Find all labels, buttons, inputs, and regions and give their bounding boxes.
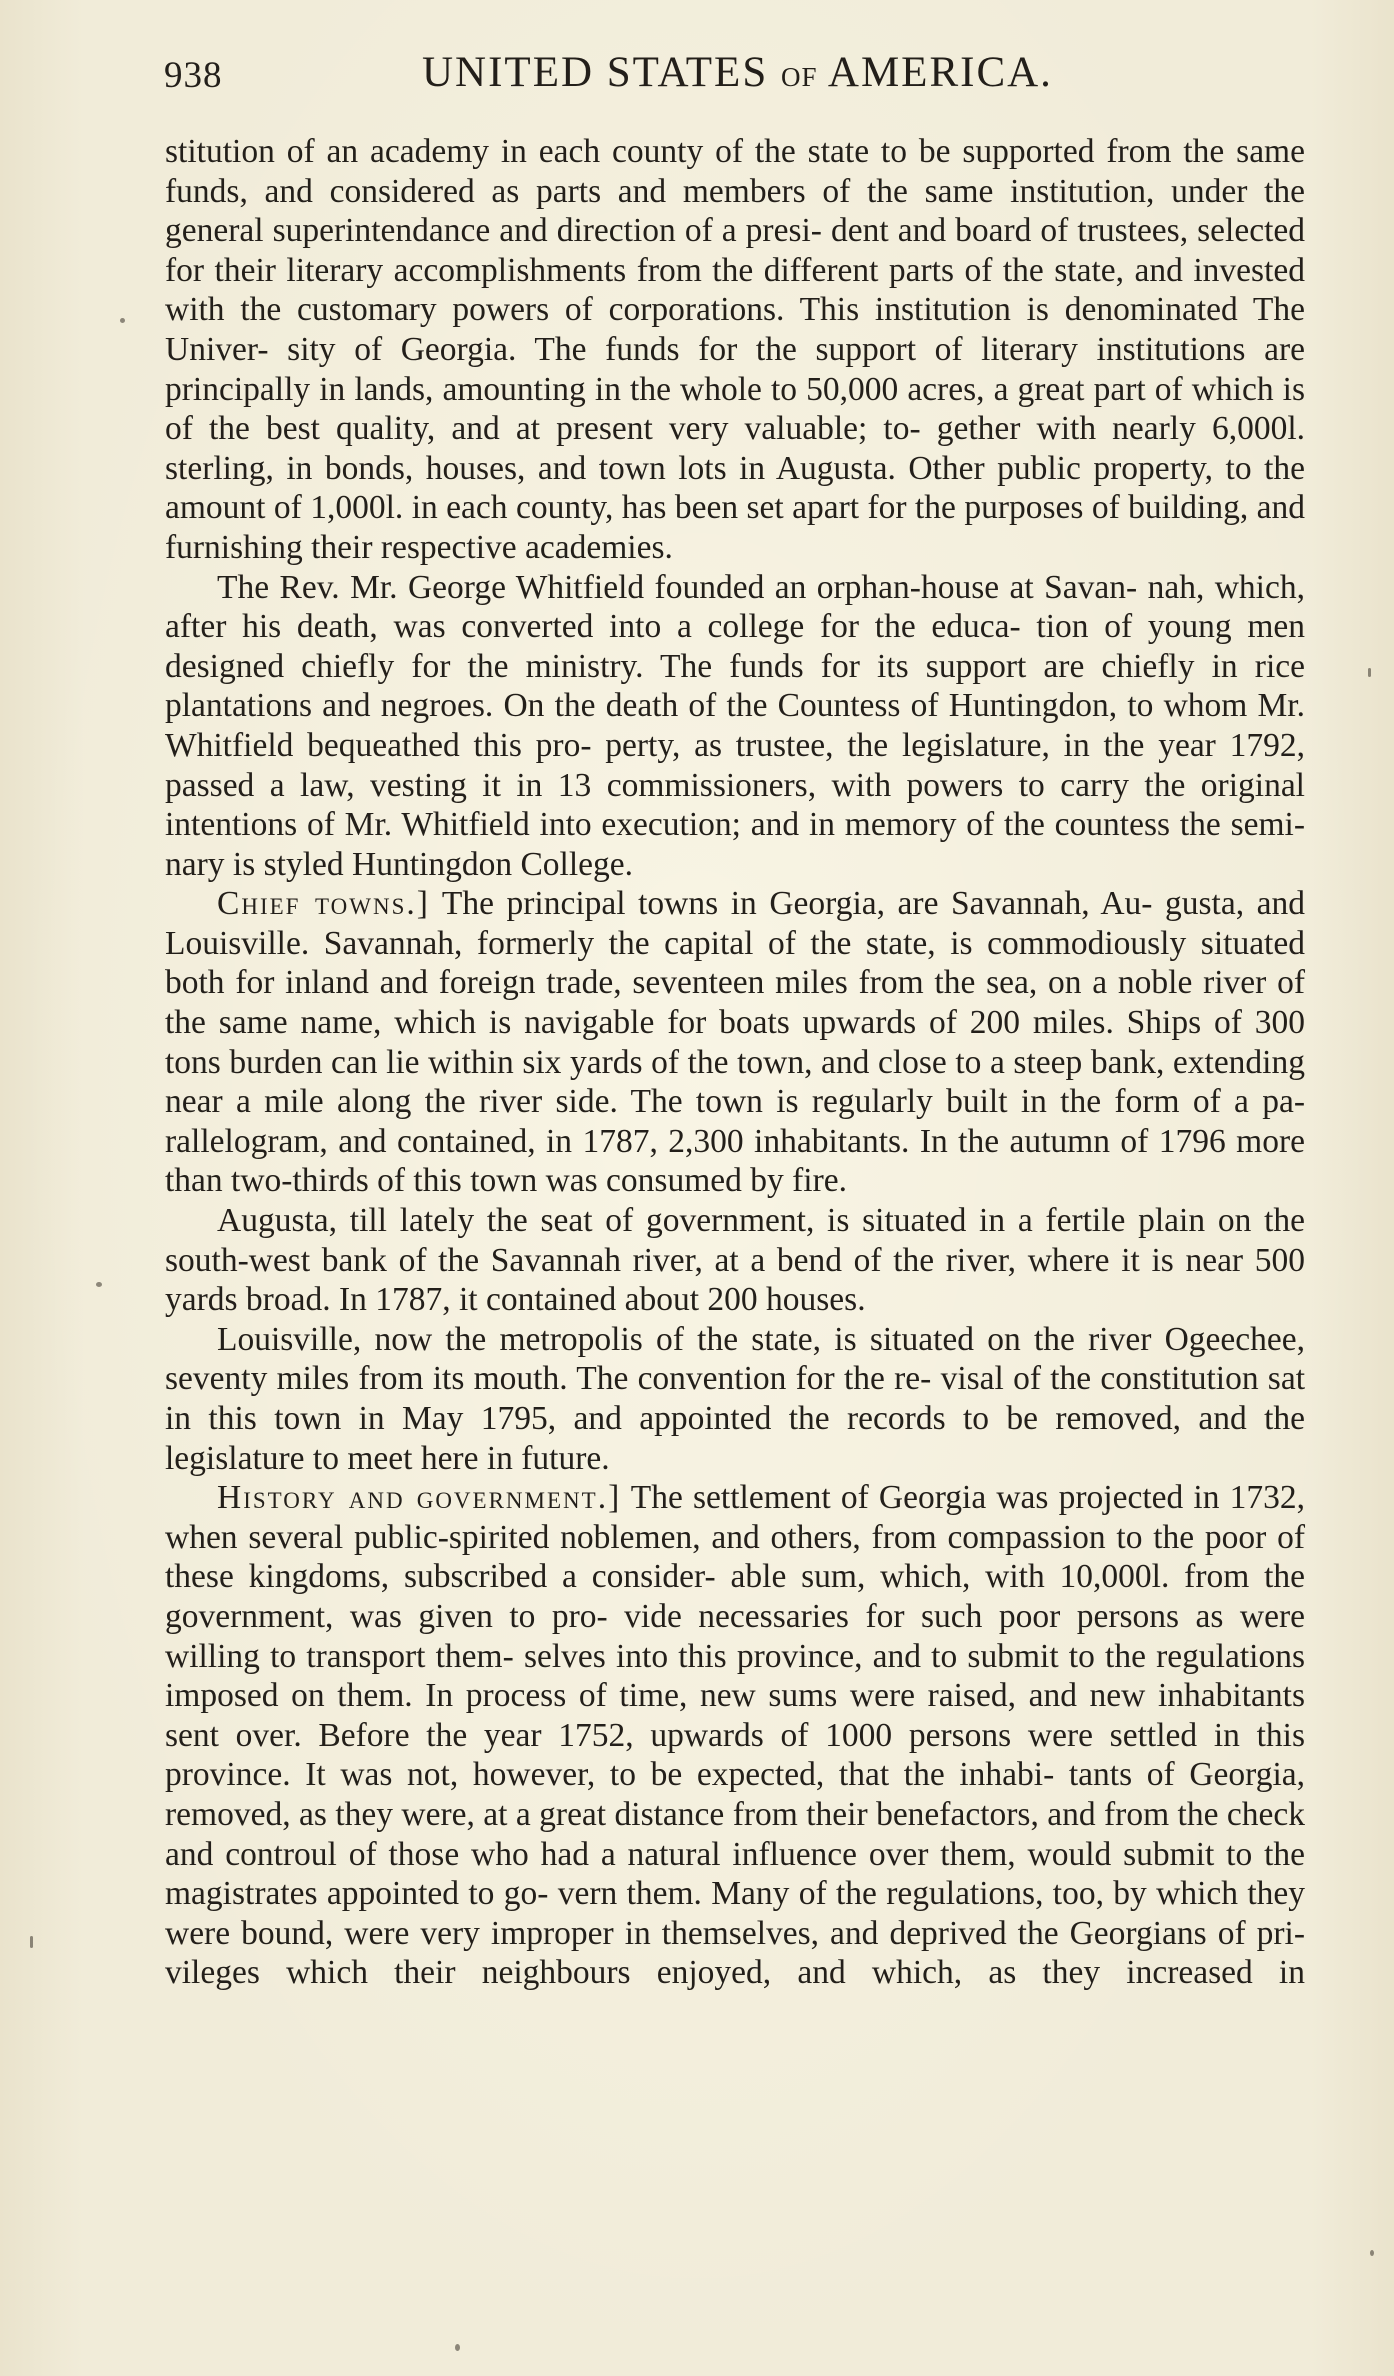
text-line: where it is near 500 yards broad. In 1787, it contained about 200	[165, 1241, 1305, 1319]
text-line: rallelogram, and contained, in 1787, 2,300 inhabitants. In the autumn	[165, 1122, 1110, 1160]
running-title	[422, 48, 1053, 97]
text-line: nah, which, after his death, was converted into a college for the educa-	[165, 568, 1305, 646]
print-speck	[1368, 668, 1371, 677]
text-line: influence over them, would submit to the magistrates appointed to go-	[165, 1835, 1306, 1913]
text-line: Augusta. Other public property, to the amount of 1,000l. in each	[165, 449, 1305, 527]
text-line: part of which is of the best quality, and at present very valuable; to-	[165, 370, 1306, 448]
body-text	[165, 132, 1305, 1993]
text-line: county, has been set apart for the purposes of building, and furnishing	[165, 489, 1305, 566]
text-line: it in 13 commissioners, with powers to carry the original intentions of	[165, 766, 1305, 844]
text-line: Louisville, now the metropolis of the state, is situated on the river	[217, 1320, 1152, 1358]
text-line: able sum, which, with 10,000l. from the government, was given to pro-	[165, 1558, 1306, 1635]
text-line: from the same funds, and considered as parts and members of the same	[165, 133, 1305, 210]
text-line: dent and board of trustees, selected for their literary accomplishments	[165, 212, 1306, 289]
paragraph-augusta	[165, 1201, 1305, 1320]
paragraph-huntingdon-college	[165, 568, 1305, 885]
page-header	[160, 48, 1310, 108]
running-title-left: UNITED STATES	[422, 49, 769, 96]
text-line: sity of Georgia. The funds for the support of literary institutions are	[287, 330, 1305, 368]
paragraph-louisville	[165, 1320, 1305, 1478]
text-line: nary is styled Huntingdon College.	[165, 845, 634, 883]
paragraph-chief-towns	[165, 884, 1305, 1201]
print-speck	[455, 2344, 460, 2351]
text-line: vide necessaries for such poor persons as were willing to transport them-	[165, 1597, 1306, 1675]
text-line: houses.	[766, 1281, 866, 1319]
text-line: support are chiefly in rice plantations and negroes. On the death of the	[165, 647, 1305, 725]
text-line: Augusta, till lately the seat of government, is situated in a fertile plain	[217, 1202, 1206, 1240]
text-line: on the south-west bank of the Savannah river, at a bend of the river,	[165, 1202, 1305, 1279]
text-line: gether with nearly 6,000l. sterling, in bonds, houses, and town lots in	[165, 410, 1305, 487]
text-line: from the different parts of the state, and invested with the customary	[165, 251, 1306, 329]
text-line: Mr. Whitfield into execution; and in memory of the countess the semi-	[344, 806, 1306, 844]
text-line: tants of Georgia, removed, as they were, at a great distance from their	[165, 1756, 1305, 1833]
text-line: The settlement of Georgia was	[621, 1479, 1049, 1517]
page-number: 938	[164, 55, 223, 96]
paragraph-history-and-government	[165, 1478, 1305, 1993]
text-line: from the sea, on a noble river of the same name, which is navigable for	[165, 964, 1305, 1042]
text-line: of 1796 more than two-thirds of this town was consumed by fire.	[165, 1122, 1305, 1200]
text-line: commodiously situated both for inland and foreign trade, seventeen miles	[165, 924, 1305, 1002]
text-line: powers of corporations. This institution is denominated The Univer-	[165, 291, 1306, 368]
text-line: were very improper in themselves, and deprived the Georgians of pri-	[344, 1914, 1305, 1952]
text-line: principally in lands, amounting in the whole to 50,000 acres, a great	[165, 370, 1085, 408]
text-line: The principal towns in Georgia, are Savannah, Au-	[429, 885, 1153, 923]
text-line: sent over. Before the year 1752, upwards of 1000 persons were settled	[165, 1716, 1198, 1754]
text-line: perty, as trustee, the legislature, in the year 1792, passed a law, vesting	[165, 726, 1306, 804]
text-line: projected in 1732, when several public-spirited noblemen, and others,	[165, 1479, 1305, 1556]
section-heading-history-and-government: History and government.]	[217, 1479, 622, 1517]
text-line: along the river side. The town is regularly built in the form of a pa-	[336, 1083, 1305, 1121]
running-title-of: OF	[780, 62, 818, 92]
text-line: in this province. It was not, however, to be expected, that the inhabi-	[165, 1716, 1305, 1794]
text-line: vileges which their neighbours enjoyed, and which, as they increased in	[165, 1954, 1305, 1992]
text-line: boats upwards of 200 miles. Ships of 300 tons burden can lie within	[165, 1004, 1306, 1081]
running-title-right: AMERICA.	[827, 49, 1053, 96]
print-speck	[30, 1936, 33, 1948]
section-heading-chief-towns: Chief towns.]	[217, 885, 430, 923]
print-speck	[1370, 2250, 1374, 2256]
text-line: stitution of an academy in each county of the state to be supported	[165, 133, 1095, 170]
text-line: institution, under the general superintendance and direction of a presi-	[165, 172, 1305, 250]
print-speck	[120, 318, 125, 323]
text-line: gusta, and Louisville. Savannah, formerly the capital of the state, is	[165, 885, 1305, 962]
text-line: vern them. Many of the regulations, too, by which they were bound,	[165, 1875, 1306, 1952]
text-line: selves into this province, and to submit to the regulations imposed on	[165, 1637, 1306, 1715]
print-speck	[96, 1282, 102, 1287]
text-line: Ogeechee, seventy miles from its mouth. The convention for the re-	[165, 1320, 1306, 1398]
text-line: The Rev. Mr. George Whitfield founded an orphan-house at Savan-	[217, 568, 1138, 606]
paragraph-academies	[165, 132, 1305, 568]
text-line: their respective academies.	[311, 528, 673, 566]
text-line: records to be removed, and the legislature to meet here in future.	[165, 1400, 1306, 1477]
text-line: benefactors, and from the check and controul of those who had a natural	[165, 1795, 1306, 1873]
text-line: visal of the constitution sat in this town in May 1795, and appointed the	[165, 1360, 1306, 1437]
text-line: from compassion to the poor of these kingdoms, subscribed a consider-	[165, 1518, 1306, 1596]
text-line: tion of young men designed chiefly for the ministry. The funds for its	[165, 608, 1305, 685]
text-line: Countess of Huntingdon, to whom Mr. Whitfield bequeathed this pro-	[165, 687, 1305, 764]
text-line: them. In process of time, new sums were raised, and new inhabitants	[337, 1677, 1305, 1715]
text-line: six yards of the town, and close to a steep bank, extending near a mile	[165, 1043, 1305, 1121]
